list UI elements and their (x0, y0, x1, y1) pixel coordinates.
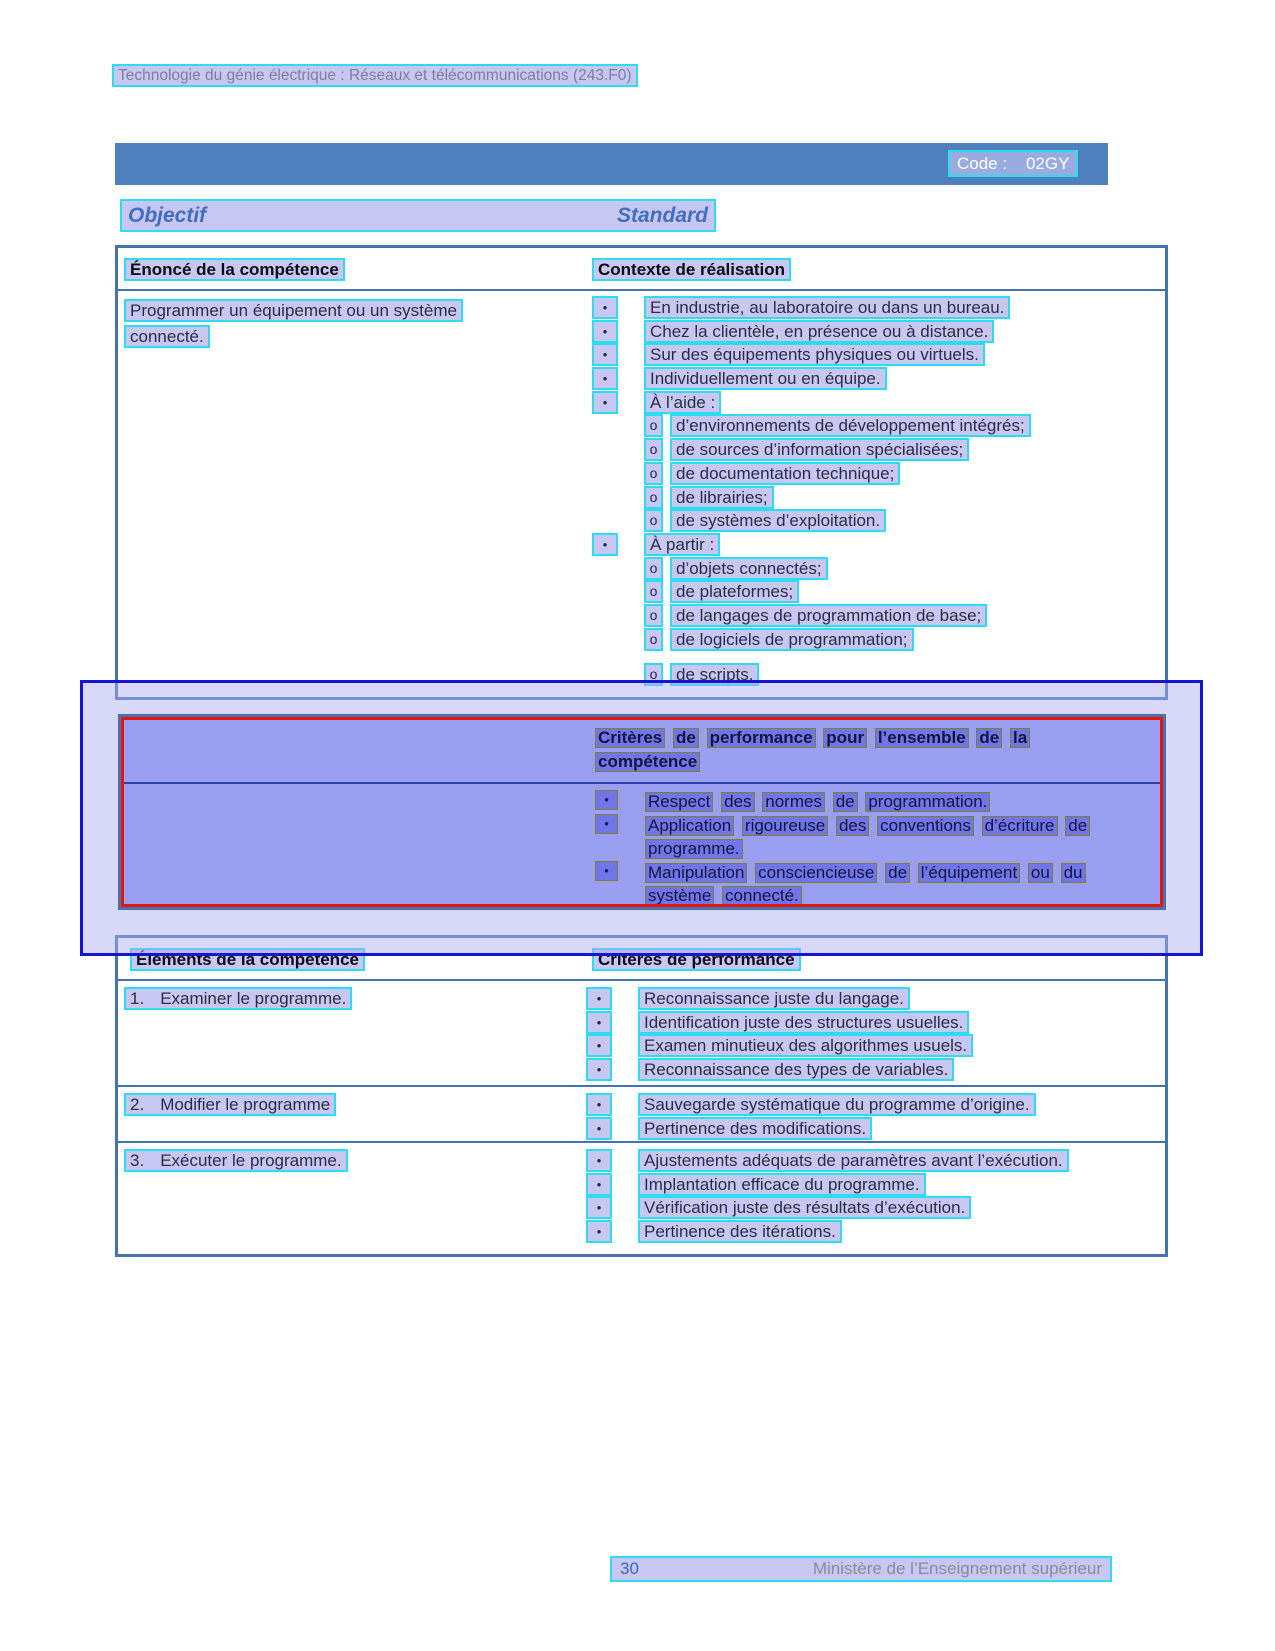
page-number: 30 (620, 1559, 639, 1578)
list-subitem (592, 604, 1165, 628)
list-item-text: de plateformes; (670, 580, 799, 603)
word-highlight-box: conventions (877, 816, 974, 836)
ensemble-heading-row (121, 717, 1163, 784)
word-highlight-box: pour (823, 728, 867, 748)
list-item-text (645, 861, 1150, 908)
word-highlight-box: de (885, 863, 910, 883)
bullet-icon: • (586, 1220, 612, 1243)
element-text: Modifier le programme (160, 1095, 331, 1114)
word-highlight-box: la (1010, 728, 1030, 748)
word-highlight-box: Application (645, 816, 734, 836)
list-item (592, 320, 1165, 344)
enonce-cell (118, 296, 592, 687)
bullet-icon: • (586, 1149, 612, 1172)
competence-table (115, 245, 1168, 700)
bullet-icon: • (586, 1196, 612, 1219)
list-item-text: de librairies; (670, 486, 774, 509)
word-highlight-box: ou (1028, 863, 1053, 883)
word-highlight-box: l’ensemble (875, 728, 969, 748)
sub-bullet-icon: o (644, 628, 663, 651)
list-item (586, 1058, 1165, 1082)
bullet-icon: • (595, 861, 618, 881)
objectif-standard-strip (120, 199, 716, 232)
list-subitem (592, 628, 1165, 652)
ensemble-bullets-row (121, 784, 1163, 908)
list-item (586, 1220, 1165, 1244)
list-item-text: de langages de programmation de base; (670, 604, 987, 627)
competence-table-body (118, 291, 1165, 687)
sub-bullet-icon: o (644, 414, 663, 437)
running-header (112, 64, 638, 87)
bullet-icon: • (586, 1093, 612, 1116)
criterion-text: Identification juste des structures usuelles. (638, 1011, 969, 1034)
criteres-ensemble-table (118, 714, 1166, 910)
bullet-icon: • (592, 320, 618, 343)
sub-bullet-icon: o (644, 438, 663, 461)
list-item (595, 861, 1163, 908)
list-item-text: Sur des équipements physiques ou virtuels. (644, 343, 985, 366)
list-subitem (592, 486, 1165, 510)
word-highlight-box: de (1065, 816, 1090, 836)
list-item (592, 367, 1165, 391)
list-subitem (592, 462, 1165, 486)
word-highlight-box: normes (762, 792, 825, 812)
element-number: 1. (130, 989, 145, 1008)
word-highlight-box: Respect (645, 792, 713, 812)
list-item (586, 1117, 1165, 1141)
list-item (586, 1173, 1165, 1197)
word-highlight-box: des (836, 816, 869, 836)
list-item (586, 1093, 1165, 1117)
list-subitem (592, 663, 1165, 687)
element-cell (124, 1093, 336, 1116)
list-item-text: de documentation technique; (670, 462, 900, 485)
list-item-text: Chez la clientèle, en présence ou à distance. (644, 320, 994, 343)
bullet-icon: • (586, 987, 612, 1010)
col-header-elements: Éléments de la compétence (130, 948, 365, 971)
code-banner (115, 143, 1108, 185)
enonce-text-line: connecté. (124, 325, 210, 348)
col-header-enonce: Énoncé de la compétence (124, 258, 345, 281)
elements-table (115, 935, 1168, 1257)
col-header-criteres: Critères de performance (592, 948, 801, 971)
list-item (586, 1034, 1165, 1058)
word-highlight-box: d’écriture (982, 816, 1058, 836)
bullet-icon: • (586, 1058, 612, 1081)
word-highlight-box: Critères (595, 728, 665, 748)
word-highlight-box: Manipulation (645, 863, 747, 883)
list-subitem (592, 438, 1165, 462)
word-highlight-box: programme. (645, 839, 743, 859)
list-subitem (592, 509, 1165, 533)
word-highlight-box: consciencieuse (755, 863, 877, 883)
sub-bullet-icon: o (644, 604, 663, 627)
list-item (595, 790, 1163, 814)
bullet-icon: • (592, 367, 618, 390)
table-row (118, 1141, 1165, 1259)
bullet-icon: • (592, 296, 618, 319)
list-item (592, 343, 1165, 367)
criterion-text: Sauvegarde systématique du programme d’origine. (638, 1093, 1036, 1116)
word-highlight-box: de (976, 728, 1002, 748)
list-subitem (592, 557, 1165, 581)
bullet-icon: • (586, 1011, 612, 1034)
list-item-text: À l’aide : (644, 391, 721, 414)
contexte-cell (592, 296, 1165, 687)
element-cell (124, 1149, 348, 1172)
list-item (595, 814, 1163, 861)
list-item-text: d’objets connectés; (670, 557, 828, 580)
word-highlight-box: des (721, 792, 754, 812)
element-text: Examiner le programme. (160, 989, 347, 1008)
word-highlight-box: performance (707, 728, 816, 748)
list-item-text: de logiciels de programmation; (670, 628, 914, 651)
list-item-text: d’environnements de développement intégrés; (670, 414, 1031, 437)
word-highlight-box: de (673, 728, 699, 748)
word-highlight-box: compétence (595, 752, 700, 772)
table-row (118, 1085, 1165, 1141)
list-item-text: de sources d’information spécialisées; (670, 438, 969, 461)
bullet-icon: • (592, 391, 618, 414)
sub-bullet-icon: o (644, 462, 663, 485)
bullet-icon: • (595, 814, 618, 834)
list-subitem (592, 580, 1165, 604)
word-highlight-box: programmation. (865, 792, 990, 812)
enonce-text-line: Programmer un équipement ou un système (124, 299, 463, 322)
sub-bullet-icon: o (644, 557, 663, 580)
elements-table-header (118, 938, 1165, 981)
col-header-contexte: Contexte de réalisation (592, 258, 791, 281)
bullet-icon: • (586, 1034, 612, 1057)
sub-bullet-icon: o (644, 663, 663, 686)
list-item (586, 987, 1165, 1011)
sub-bullet-icon: o (644, 486, 663, 509)
word-highlight-box: du (1061, 863, 1086, 883)
list-item (586, 1011, 1165, 1035)
bullet-icon: • (592, 533, 618, 556)
bullet-icon: • (592, 343, 618, 366)
table-row (118, 981, 1165, 1085)
criterion-text: Pertinence des itérations. (638, 1220, 842, 1243)
word-highlight-box: l’équipement (918, 863, 1020, 883)
criterion-text: Ajustements adéquats de paramètres avant l’exécution. (638, 1149, 1069, 1172)
standard-heading: Standard (616, 203, 708, 227)
list-item (586, 1196, 1165, 1220)
criterion-text: Examen minutieux des algorithmes usuels. (638, 1034, 973, 1057)
word-highlight-box: rigoureuse (742, 816, 828, 836)
list-item (592, 296, 1165, 320)
list-item-text: de scripts. (670, 663, 759, 686)
page-footer (610, 1556, 1112, 1582)
sub-bullet-icon: o (644, 509, 663, 532)
element-cell (124, 987, 352, 1010)
criterion-text: Vérification juste des résultats d’exécution. (638, 1196, 971, 1219)
element-text: Exécuter le programme. (160, 1151, 342, 1170)
ensemble-heading (595, 726, 1090, 774)
word-highlight-box: connecté. (722, 886, 802, 906)
objectif-heading: Objectif (128, 203, 207, 227)
list-item-text: de systèmes d’exploitation. (670, 509, 886, 532)
list-item (586, 1149, 1165, 1173)
list-item-text: À partir : (644, 533, 720, 556)
list-item-text: Individuellement ou en équipe. (644, 367, 887, 390)
word-highlight-box: de (833, 792, 858, 812)
list-item-text: En industrie, au laboratoire ou dans un bureau. (644, 296, 1010, 319)
list-item (592, 391, 1165, 415)
word-highlight-box: système (645, 886, 714, 906)
criterion-text: Implantation efficace du programme. (638, 1173, 926, 1196)
ministry-name: Ministère de l’Enseignement supérieur (812, 1559, 1102, 1578)
list-subitem (592, 414, 1165, 438)
element-number: 3. (130, 1151, 145, 1170)
sub-bullet-icon: o (644, 580, 663, 603)
bullet-icon: • (586, 1173, 612, 1196)
bullet-icon: • (586, 1117, 612, 1140)
bullet-icon: • (595, 790, 618, 810)
program-title: Technologie du génie électrique : Réseaux et télécommunications (243.F0) (112, 64, 638, 87)
code-label: Code : 02GY (948, 150, 1078, 177)
element-number: 2. (130, 1095, 145, 1114)
list-item-text (645, 790, 1150, 814)
criterion-text: Reconnaissance juste du langage. (638, 987, 910, 1010)
competence-table-header (118, 248, 1165, 291)
list-item-text (645, 814, 1150, 861)
criterion-text: Reconnaissance des types de variables. (638, 1058, 954, 1081)
list-item (592, 533, 1165, 557)
criterion-text: Pertinence des modifications. (638, 1117, 872, 1140)
